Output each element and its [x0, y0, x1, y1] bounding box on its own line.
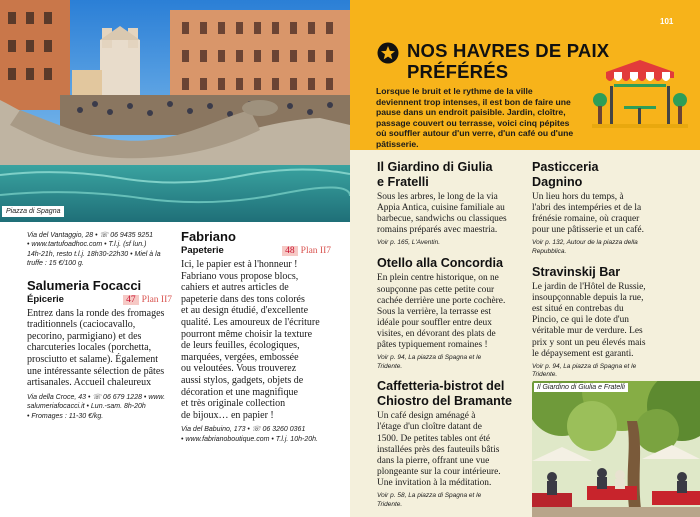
- haven-info: [532, 363, 682, 380]
- text-line: En plein centre historique, on ne: [377, 273, 499, 284]
- info-line: Via del Vantaggio, 28 • ☏ 06 9435 9251: [27, 232, 154, 239]
- haven-info: [377, 239, 522, 248]
- title-line: Chiostro del Bramante: [377, 393, 513, 408]
- text-line: le dépaysement est garanti.: [532, 348, 634, 359]
- middle-column: [181, 229, 331, 444]
- title-line: Pasticceria: [532, 160, 599, 174]
- info-line: Voir p. 165, L'Aventin.: [377, 239, 441, 247]
- text-line: Ici, le papier est à l'honneur !: [181, 259, 298, 270]
- text-line: prosciutto et salame). Également: [27, 354, 159, 365]
- haven-text: [377, 273, 522, 351]
- text-line: pour une pâtisserie et un café.: [532, 225, 644, 236]
- text-line: insoupçonnable depuis la rue,: [532, 293, 644, 304]
- info-line: Voir p. 58, La piazza di Spagna et le: [377, 491, 482, 499]
- info-line: • Fromages : 11-30 €/kg.: [27, 412, 104, 420]
- page-number: 101: [660, 17, 674, 26]
- plan-reference[interactable]: [123, 295, 172, 305]
- info-line: • www.fabrianoboutique.com • T.l.j. 10h-20h.: [181, 435, 318, 443]
- haven-text: [532, 192, 682, 236]
- venue-category: Papeterie: [181, 245, 224, 256]
- haven-info: [532, 239, 682, 256]
- intro-line: où souffler autour d'un verre, d'un café ou d'une: [376, 128, 574, 139]
- text-line: traditionnels (caciocavallo,: [27, 319, 136, 331]
- text-line: est situé en contrebas du: [532, 304, 624, 315]
- title-line: e Fratelli: [377, 174, 429, 189]
- tartufo-info: [27, 231, 172, 269]
- plan-number: 47: [123, 295, 139, 305]
- title-line: Stravinskij Bar: [532, 264, 621, 279]
- text-line: 1500. De petites tables ont été: [377, 433, 490, 444]
- photo-caption: Il Giardino di Giulia e Fratelli: [534, 383, 628, 392]
- haven-title: [532, 160, 682, 189]
- text-line: Une invitation à la méditation.: [377, 477, 492, 488]
- intro-line: pâtisserie.: [376, 138, 419, 149]
- text-line: prix y sont un peu élevés mais: [532, 337, 646, 348]
- intro-line: Lorsque le bruit et le rythme de la ville: [376, 86, 533, 96]
- text-line: cahiers et autres articles de: [181, 282, 289, 294]
- text-line: aussi stylos, gadgets, objets de: [181, 374, 304, 386]
- text-line: ou veloutées. Vous trouverez: [181, 363, 297, 375]
- text-line: installées près des fauteuils bâtis: [377, 444, 500, 455]
- venue-category: Épicerie: [27, 293, 64, 305]
- info-line: Via della Croce, 43 • ☏ 06 679 1228 • www.: [27, 393, 166, 401]
- intro-line: passage couvert ou terrasse, voici cinq pépites: [376, 117, 570, 128]
- plan-label: Plan II7: [141, 294, 172, 305]
- text-line: frénésie romaine, où craquer: [532, 214, 640, 225]
- text-line: visites, en dévorant des plats de: [377, 328, 496, 339]
- star-icon: [377, 42, 399, 64]
- text-line: l'étage d'un cloître datant de: [377, 422, 482, 433]
- info-line: 14h-21h, resto t.l.j. 18h30-22h30 • Miel à la: [27, 250, 161, 258]
- photo-caption: Piazza di Spagna: [2, 206, 64, 217]
- info-line: Tridente.: [377, 500, 403, 508]
- info-line: • www.tartufoadhoc.com • T.l.j. (sf lun.): [27, 241, 147, 249]
- title-line: Caffetteria-bistrot del: [377, 379, 505, 394]
- plan-reference[interactable]: [282, 246, 331, 256]
- venue-description: [27, 308, 172, 389]
- text-line: dans la pierre, offrant une vue: [377, 455, 490, 466]
- haven-text: [377, 192, 522, 236]
- info-line: Tridente.: [377, 362, 403, 370]
- text-line: l'abri des intempéries et de la: [532, 203, 642, 214]
- plan-label: Plan II7: [300, 246, 331, 256]
- venue-title: Fabriano: [181, 229, 236, 244]
- text-line: plongeante sur la cour intérieure.: [377, 466, 501, 477]
- info-line: Voir p. 94, La piazza di Spagna et le: [532, 362, 637, 370]
- text-line: idéale pour souffler entre deux: [377, 317, 492, 328]
- title-line: Il Giardino di Giulia: [377, 160, 493, 174]
- text-line: Appia Antica, cuisine familiale au: [377, 203, 505, 214]
- venue-title: Salumeria Focacci: [27, 277, 142, 293]
- garden-terrace-photo: [532, 381, 700, 517]
- text-line: papeterie dans des tons colorés: [181, 293, 305, 305]
- text-line: et au design étudié, d'excellente: [181, 305, 309, 317]
- text-line: cachée derrière une porte cochère.: [377, 295, 506, 306]
- haven-entry: [377, 379, 522, 509]
- text-line: charcuteries locales (porchetta,: [27, 342, 152, 354]
- terrace-illustration-icon: [592, 56, 688, 136]
- text-line: marquées, vergées, embossée: [181, 351, 299, 363]
- spanish-steps-photo: [0, 0, 350, 222]
- haven-entry: [532, 160, 682, 257]
- haven-entry: [377, 160, 522, 248]
- intro-line: pause dans un endroit paisible. Jardin, cloître,: [376, 107, 566, 118]
- text-line: Le jardin de l'Hôtel de Russie,: [532, 282, 646, 293]
- text-line: soupçonne pas cette petite cour: [377, 284, 495, 295]
- text-line: décoration et une magnifique: [181, 386, 298, 398]
- info-line: Via del Babuino, 173 • ☏ 06 3260 0361: [181, 426, 306, 434]
- text-line: Fabriano vous propose blocs,: [181, 270, 299, 282]
- text-line: Pincio, ce qui le dote d'un: [532, 315, 629, 326]
- haven-title: [377, 379, 522, 408]
- text-line: une intéressante sélection de pâtes: [27, 365, 165, 377]
- havens-column-2: [532, 160, 682, 380]
- text-line: qualité. Les amoureux de l'écriture: [181, 316, 320, 328]
- venue-description: [181, 259, 331, 421]
- haven-title: [377, 160, 522, 189]
- title-line: Dagnino: [532, 174, 583, 189]
- haven-title: [377, 256, 522, 271]
- haven-title: [532, 265, 682, 280]
- text-line: véritable mur de verdure. Les: [532, 326, 643, 337]
- text-line: de bijoux… en papier !: [181, 409, 274, 421]
- text-line: pourront même choisir la texture: [181, 328, 313, 340]
- info-line: Voir p. 94, La piazza di Spagna et le: [377, 354, 482, 362]
- text-line: de leurs feuilles, écologiques,: [181, 340, 300, 352]
- heading-line: NOS HAVRES DE PAIX: [407, 40, 610, 61]
- info-line: Repubblica.: [532, 247, 567, 255]
- info-line: Voir p. 132, Autour de la piazza della: [532, 239, 638, 247]
- text-line: Un lieu hors du temps, à: [532, 192, 624, 202]
- title-line: Otello alla Concordia: [377, 255, 503, 270]
- info-line: salumeriafocacci.it • Lun.-sam. 8h-20h: [27, 403, 146, 411]
- haven-entry: [377, 256, 522, 371]
- heading-line: PRÉFÉRÉS: [407, 61, 509, 82]
- text-line: pâtes typiquement romaines !: [377, 340, 488, 351]
- venue-info: [27, 393, 172, 421]
- text-line: Un café design aménagé à: [377, 411, 476, 422]
- haven-text: [532, 282, 682, 360]
- text-line: romains préparés avec maestria.: [377, 225, 498, 236]
- info-line: truffe : 15 €/100 g.: [27, 260, 84, 268]
- havens-column-1: [377, 160, 522, 509]
- text-line: barbecue, sandwichs ou classiques: [377, 214, 507, 225]
- left-column: [27, 231, 172, 421]
- intro-paragraph: [376, 86, 590, 150]
- text-line: et très originale collection: [181, 398, 286, 410]
- text-line: Sous les arbres, le long de la via: [377, 192, 498, 202]
- text-line: artisanales. Accueil chaleureux: [27, 377, 152, 389]
- info-line: Tridente.: [532, 371, 558, 379]
- intro-line: deviennent trop intenses, il est bon de faire une: [376, 96, 571, 107]
- haven-info: [377, 492, 522, 509]
- text-line: pecorino, parmigiano) et des: [27, 330, 142, 342]
- haven-info: [377, 354, 522, 371]
- venue-info: [181, 425, 331, 444]
- haven-entry: [532, 265, 682, 380]
- plan-number: 48: [282, 246, 298, 256]
- haven-text: [377, 411, 522, 489]
- text-line: Entrez dans la ronde des fromages: [27, 307, 165, 319]
- text-line: Sous la verrière, la terrasse est: [377, 306, 492, 317]
